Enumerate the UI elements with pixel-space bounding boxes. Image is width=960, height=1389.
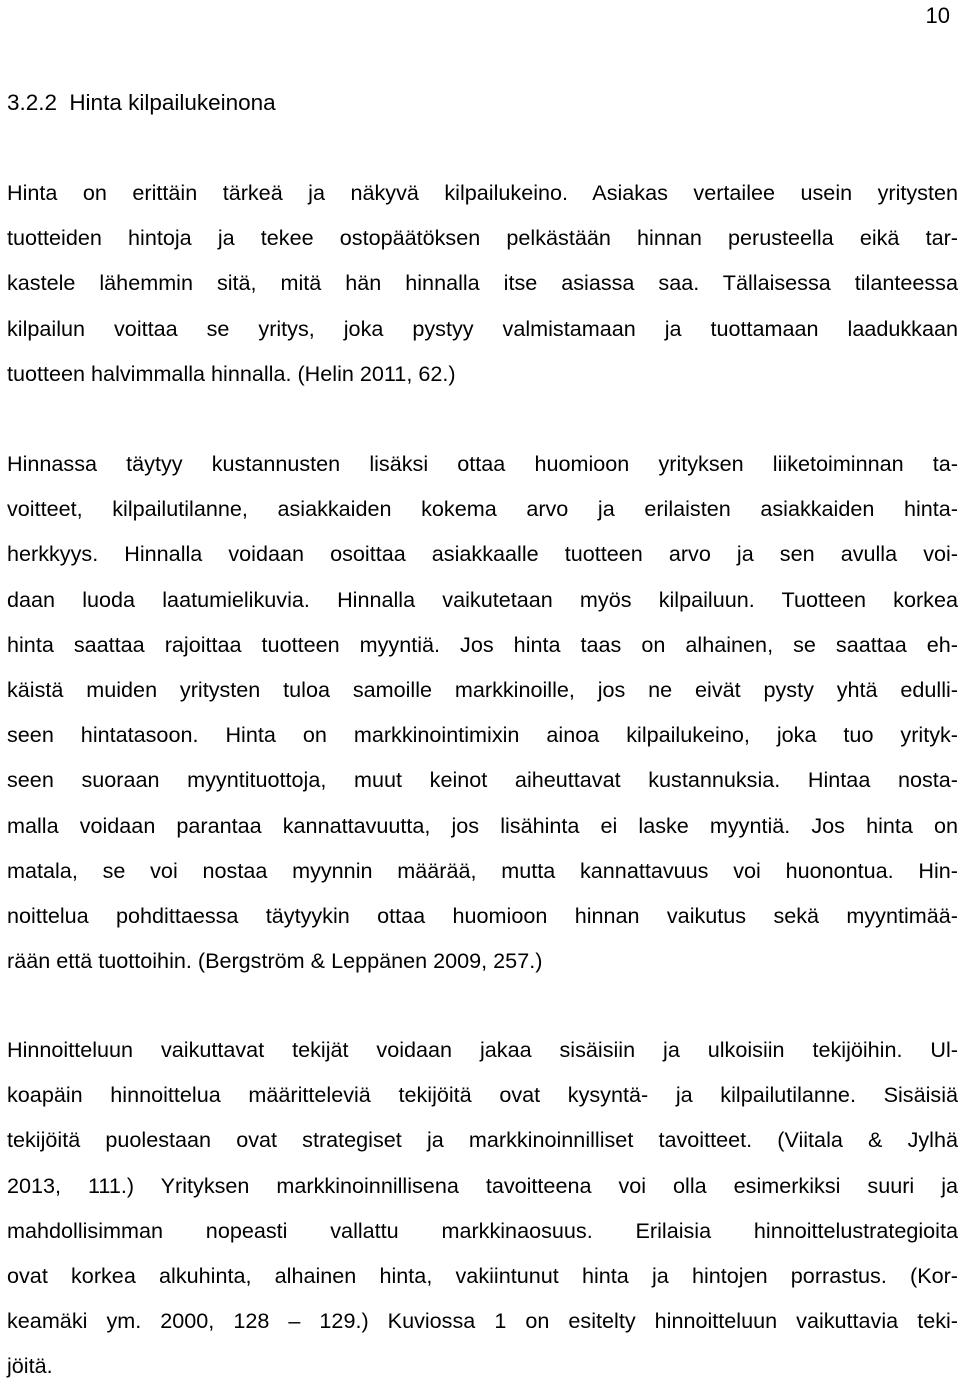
text-line: rään että tuottoihin. (Bergström & Leppänen 2009, 257.) — [7, 948, 543, 974]
text-line: seen hintatasoon. Hinta on markkinointimixin ainoa kilpailukeino, joka tuo yrityk- — [7, 722, 958, 748]
text-line: Hinta on erittäin tärkeä ja näkyvä kilpailukeino. Asiakas vertailee usein yritysten — [7, 180, 958, 205]
text-line: Hinnoitteluun vaikuttavat tekijät voidaan jakaa sisäisiin ja ulkoisiin tekijöihin. Ul- — [7, 1037, 958, 1062]
paragraph-price-as-competitive-means — [7, 170, 958, 396]
text-line: noittelua pohdittaessa täytyykin ottaa huomioon hinnan vaikutus sekä myyntimää- — [7, 902, 958, 928]
text-line: ovat korkea alkuhinta, alhainen hinta, vakiintunut hinta ja hintojen porrastus. (Kor- — [7, 1262, 958, 1288]
text-line: 2013, 111.) Yrityksen markkinoinnillisena tavoitteena voi olla esimerkiksi suuri ja — [7, 1172, 958, 1198]
paragraph-pricing-factors — [7, 1027, 958, 1389]
text-line: voitteet, kilpailutilanne, asiakkaiden kokema arvo ja erilaisten asiakkaiden hinta- — [7, 496, 958, 522]
text-line: mahdollisimman nopeasti vallattu markkinaosuus. Erilaisia hinnoittelustrategioita — [7, 1217, 958, 1243]
section-heading — [7, 88, 276, 118]
text-line: daan luoda laatumielikuvia. Hinnalla vaikutetaan myös kilpailuun. Tuotteen korkea — [7, 586, 958, 612]
text-line: tuotteen halvimmalla hinnalla. (Helin 2011, 62.) — [7, 360, 456, 386]
text-line: hinta saattaa rajoittaa tuotteen myyntiä. Jos hinta taas on alhainen, se saattaa eh- — [7, 631, 958, 657]
text-line: käistä muiden yritysten tuloa samoille markkinoille, jos ne eivät pysty yhtä edulli- — [7, 676, 958, 702]
paragraph-pricing-considerations — [7, 441, 958, 983]
text-line: herkkyys. Hinnalla voidaan osoittaa asiakkaalle tuotteen arvo ja sen avulla voi- — [7, 541, 958, 567]
text-line: kilpailun voittaa se yritys, joka pystyy valmistamaan ja tuottamaan laadukkaan — [7, 315, 958, 341]
text-line: seen suoraan myyntituottoja, muut keinot aiheuttavat kustannuksia. Hintaa nosta- — [7, 767, 958, 793]
text-line: malla voidaan parantaa kannattavuutta, jos lisähinta ei laske myyntiä. Jos hinta on — [7, 812, 958, 838]
section-title: Hinta kilpailukeinona — [69, 90, 276, 115]
text-line: tekijöitä puolestaan ovat strategiset ja markkinoinnilliset tavoitteet. (Viitala & Jylhä — [7, 1127, 958, 1153]
text-line: kastele lähemmin sitä, mitä hän hinnalla itse asiassa saa. Tällaisessa tilanteessa — [7, 270, 958, 296]
text-line: keamäki ym. 2000, 128 – 129.) Kuviossa 1 on esitelty hinnoitteluun vaikuttavia teki- — [7, 1308, 958, 1334]
text-line: matala, se voi nostaa myynnin määrää, mutta kannattavuus voi huonontua. Hin- — [7, 857, 958, 883]
section-number: 3.2.2 — [7, 90, 58, 115]
text-line: jöitä. — [7, 1353, 53, 1379]
text-line: koapäin hinnoittelua määritteleviä tekijöitä ovat kysyntä- ja kilpailutilanne. Sisäisiä — [7, 1082, 958, 1108]
text-line: tuotteiden hintoja ja tekee ostopäätöksen pelkästään hinnan perusteella eikä tar- — [7, 225, 958, 251]
text-line: Hinnassa täytyy kustannusten lisäksi ottaa huomioon yrityksen liiketoiminnan ta- — [7, 451, 958, 476]
page-number: 10 — [925, 3, 950, 28]
